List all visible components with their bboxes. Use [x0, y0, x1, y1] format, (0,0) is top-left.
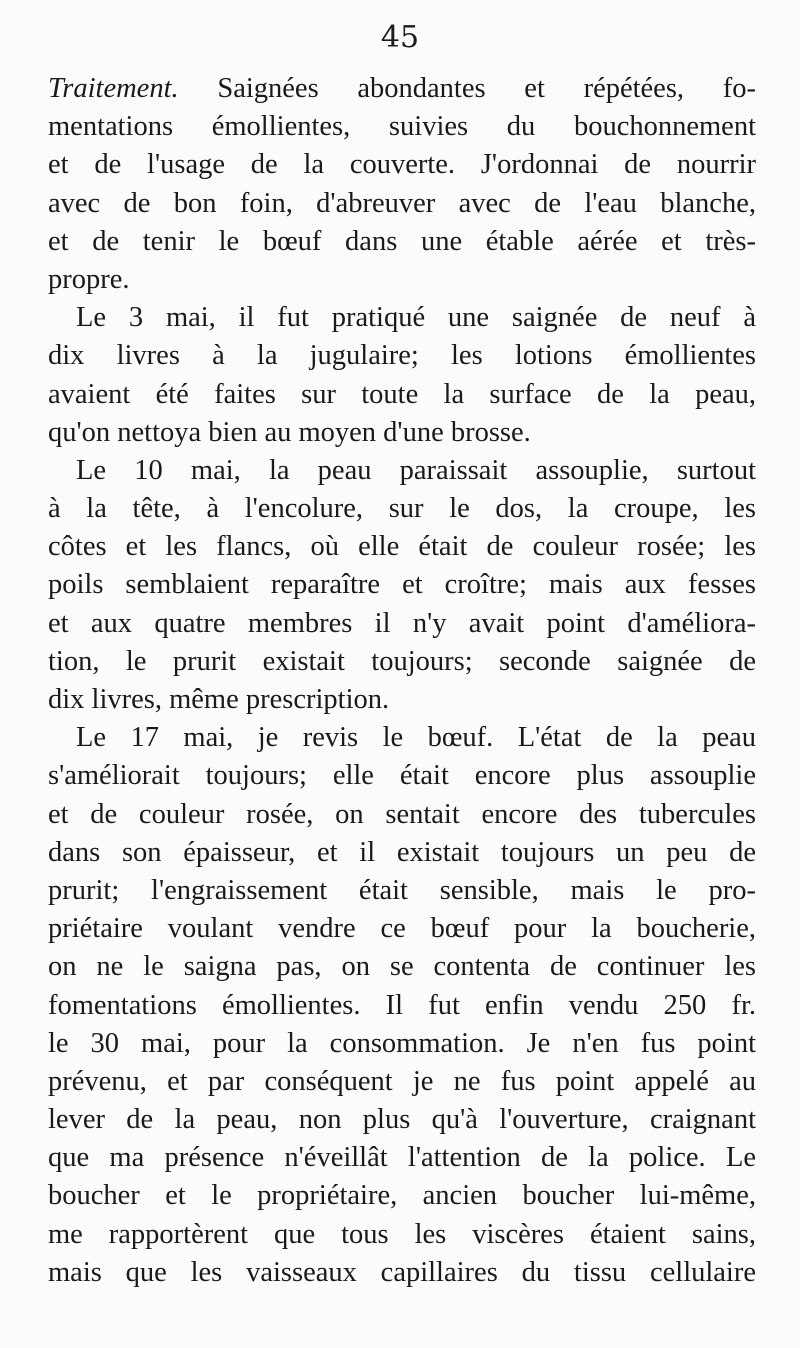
text-line: mais que les vaisseaux capillaires du tissu cellulaire: [48, 1256, 756, 1288]
text-line: et de couleur rosée, on sentait encore des tubercules: [48, 798, 756, 830]
text-line: dans son épaisseur, et il existait toujours un peu de: [48, 836, 756, 868]
page-number: 45: [380, 20, 420, 55]
text-line: propre.: [48, 263, 130, 295]
text-line: avec de bon foin, d'abreuver avec de l'eau blanche,: [48, 187, 756, 219]
body-text: [48, 70, 756, 1292]
text-line: boucher et le propriétaire, ancien boucher lui-même,: [48, 1180, 756, 1212]
text-line-content: Saignées abondantes et répétées, fo-: [178, 73, 756, 104]
text-line: on ne le saigna pas, on se contenta de continuer les: [48, 951, 756, 983]
text-line: mentations émollientes, suivies du bouchonnement: [48, 111, 756, 143]
text-line: prurit; l'engraissement était sensible, mais le pro-: [48, 874, 756, 906]
text-line: et aux quatre membres il n'y avait point d'améliora-: [48, 607, 756, 639]
text-line: à la tête, à l'encolure, sur le dos, la croupe, les: [48, 493, 756, 525]
text-line: dix livres à la jugulaire; les lotions émollientes: [48, 340, 756, 372]
text-line: s'améliorait toujours; elle était encore plus assouplie: [48, 760, 756, 792]
text-line: Le 17 mai, je revis le bœuf. L'état de la peau: [76, 722, 756, 754]
text-line: me rapportèrent que tous les viscères étaient sains,: [48, 1218, 756, 1250]
text-line: avaient été faites sur toute la surface de la peau,: [48, 378, 756, 410]
text-line: priétaire voulant vendre ce bœuf pour la boucherie,: [48, 913, 756, 945]
text-line: fomentations émollientes. Il fut enfin vendu 250 fr.: [48, 989, 756, 1021]
text-line: poils semblaient reparaître et croître; mais aux fesses: [48, 569, 756, 601]
text-line: qu'on nettoya bien au moyen d'une brosse.: [48, 416, 531, 448]
text-line: le 30 mai, pour la consommation. Je n'en fus point: [48, 1027, 756, 1059]
text-line: dix livres, même prescription.: [48, 684, 390, 715]
text-line: côtes et les flancs, où elle était de couleur rosée; les: [48, 531, 756, 563]
text-line: prévenu, et par conséquent je ne fus point appelé au: [48, 1065, 756, 1097]
text-line: Le 10 mai, la peau paraissait assouplie, surtout: [76, 454, 756, 486]
text-line: et de tenir le bœuf dans une étable aérée et très-: [48, 225, 756, 257]
text-line: et de l'usage de la couverte. J'ordonnai de nourrir: [48, 149, 756, 181]
text-line: que ma présence n'éveillât l'attention de la police. Le: [48, 1142, 756, 1174]
text-line: lever de la peau, non plus qu'à l'ouverture, craignant: [48, 1104, 756, 1136]
text-line: Le 3 mai, il fut pratiqué une saignée de neuf à: [76, 302, 756, 334]
section-heading: Traitement.: [48, 73, 179, 104]
text-line: tion, le prurit existait toujours; seconde saignée de: [48, 645, 756, 677]
text-line: [48, 70, 756, 108]
